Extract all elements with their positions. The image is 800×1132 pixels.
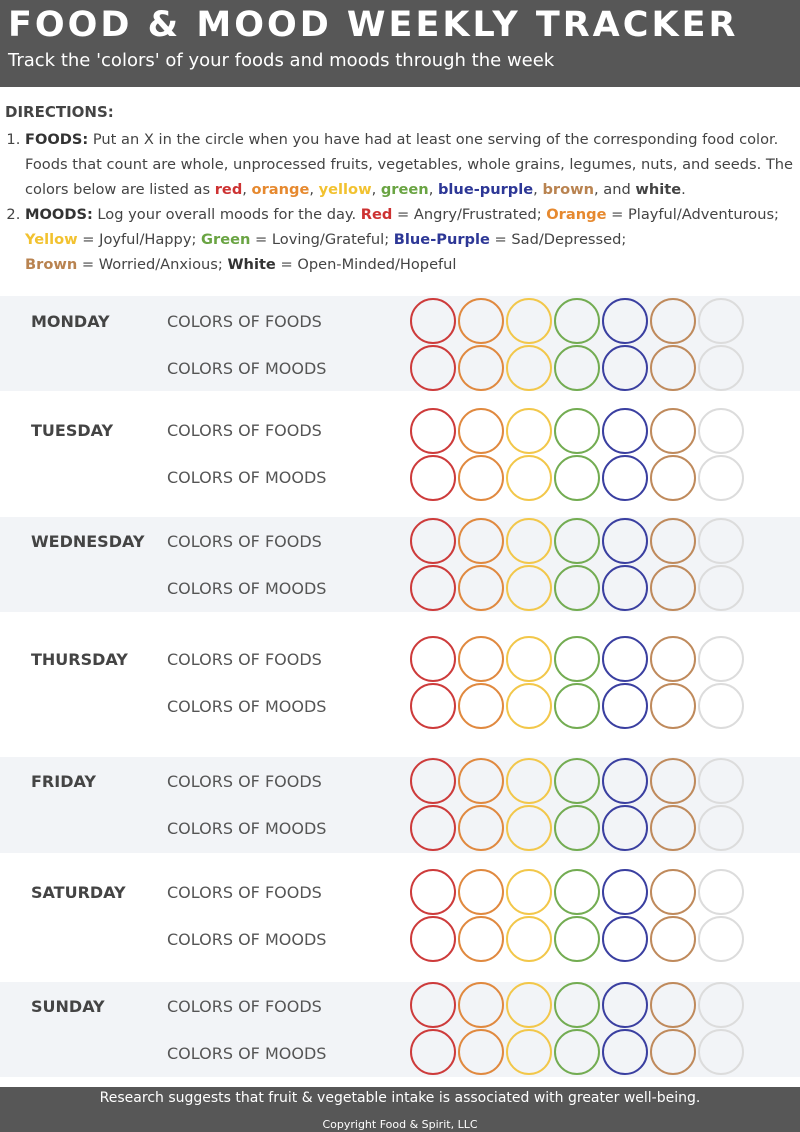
moods-row-label: COLORS OF MOODS: [167, 468, 327, 487]
circle-orange[interactable]: [458, 758, 504, 804]
circle-orange[interactable]: [458, 1029, 504, 1075]
circle-blue-purple[interactable]: [602, 1029, 648, 1075]
color-word-brown: brown: [542, 181, 594, 198]
circle-orange[interactable]: [458, 982, 504, 1028]
circle-yellow[interactable]: [506, 455, 552, 501]
circle-orange[interactable]: [458, 455, 504, 501]
color-word-orange: orange: [251, 181, 310, 198]
foods-and: , and: [594, 181, 636, 198]
food-circles: [410, 408, 750, 454]
circle-brown[interactable]: [650, 805, 696, 851]
circle-blue-purple[interactable]: [602, 982, 648, 1028]
circle-white[interactable]: [698, 345, 744, 391]
circle-red[interactable]: [410, 869, 456, 915]
mood-blue-purple: Blue-Purple: [393, 231, 490, 248]
circle-red[interactable]: [410, 916, 456, 962]
mood-red-text: = Angry/Frustrated;: [392, 206, 547, 223]
circle-orange[interactable]: [458, 869, 504, 915]
circle-red[interactable]: [410, 1029, 456, 1075]
circle-green[interactable]: [554, 805, 600, 851]
circle-brown[interactable]: [650, 408, 696, 454]
mood-circles: [410, 345, 750, 391]
day-label: TUESDAY: [31, 421, 114, 440]
circle-brown[interactable]: [650, 982, 696, 1028]
circle-white[interactable]: [698, 565, 744, 611]
day-section-monday: [0, 296, 800, 391]
directions-heading: DIRECTIONS:: [5, 103, 114, 121]
mood-green-text: = Loving/Grateful;: [250, 231, 394, 248]
food-circles: [410, 869, 750, 915]
circle-yellow[interactable]: [506, 518, 552, 564]
foods-row-label: COLORS OF FOODS: [167, 883, 322, 902]
color-word-white: white: [635, 181, 682, 198]
circle-yellow[interactable]: [506, 345, 552, 391]
circle-green[interactable]: [554, 683, 600, 729]
circle-white[interactable]: [698, 1029, 744, 1075]
circle-yellow[interactable]: [506, 408, 552, 454]
day-label: FRIDAY: [31, 772, 96, 791]
mood-brown: Brown: [25, 256, 78, 273]
circle-red[interactable]: [410, 298, 456, 344]
circle-white[interactable]: [698, 636, 744, 682]
circle-orange[interactable]: [458, 518, 504, 564]
circle-brown[interactable]: [650, 345, 696, 391]
food-circles: [410, 758, 750, 804]
food-circles: [410, 298, 750, 344]
food-circles: [410, 982, 750, 1028]
foods-row-label: COLORS OF FOODS: [167, 312, 322, 331]
circle-white[interactable]: [698, 408, 744, 454]
circle-brown[interactable]: [650, 916, 696, 962]
mood-orange: Orange: [546, 206, 607, 223]
circle-white[interactable]: [698, 916, 744, 962]
circle-white[interactable]: [698, 869, 744, 915]
moods-text: Log your overall moods for the day.: [92, 206, 361, 223]
day-label: MONDAY: [31, 312, 110, 331]
day-section-wednesday: [0, 517, 800, 612]
circle-green[interactable]: [554, 916, 600, 962]
circle-orange[interactable]: [458, 345, 504, 391]
directions-item-moods: [25, 202, 795, 277]
circle-blue-purple[interactable]: [602, 916, 648, 962]
circle-red[interactable]: [410, 345, 456, 391]
circle-white[interactable]: [698, 982, 744, 1028]
circle-brown[interactable]: [650, 455, 696, 501]
mood-circles: [410, 916, 750, 962]
circle-white[interactable]: [698, 518, 744, 564]
circle-red[interactable]: [410, 805, 456, 851]
mood-yellow: Yellow: [25, 231, 78, 248]
circle-blue-purple[interactable]: [602, 565, 648, 611]
circle-red[interactable]: [410, 455, 456, 501]
circle-blue-purple[interactable]: [602, 518, 648, 564]
day-section-tuesday: [0, 406, 800, 501]
circle-white[interactable]: [698, 758, 744, 804]
moods-row-label: COLORS OF MOODS: [167, 1044, 327, 1063]
circle-orange[interactable]: [458, 916, 504, 962]
circle-brown[interactable]: [650, 636, 696, 682]
circle-yellow[interactable]: [506, 298, 552, 344]
moods-row-label: COLORS OF MOODS: [167, 819, 327, 838]
circle-red[interactable]: [410, 565, 456, 611]
mood-green: Green: [201, 231, 251, 248]
circle-red[interactable]: [410, 636, 456, 682]
circle-brown[interactable]: [650, 518, 696, 564]
circle-yellow[interactable]: [506, 636, 552, 682]
circle-green[interactable]: [554, 1029, 600, 1075]
circle-yellow[interactable]: [506, 869, 552, 915]
directions-list: [5, 127, 795, 277]
mood-circles: [410, 455, 750, 501]
mood-circles: [410, 1029, 750, 1075]
circle-orange[interactable]: [458, 565, 504, 611]
footer-note: Research suggests that fruit & vegetable intake is associated with greater well-being.: [99, 1090, 701, 1106]
circle-green[interactable]: [554, 345, 600, 391]
circle-orange[interactable]: [458, 805, 504, 851]
foods-row-label: COLORS OF FOODS: [167, 532, 322, 551]
moods-row-label: COLORS OF MOODS: [167, 359, 327, 378]
footer: [0, 1087, 800, 1132]
foods-row-label: COLORS OF FOODS: [167, 421, 322, 440]
moods-row-label: COLORS OF MOODS: [167, 579, 327, 598]
mood-white: White: [227, 256, 276, 273]
circle-white[interactable]: [698, 683, 744, 729]
circle-blue-purple[interactable]: [602, 683, 648, 729]
foods-row-label: COLORS OF FOODS: [167, 650, 322, 669]
mood-yellow-text: = Joyful/Happy;: [77, 231, 202, 248]
circle-orange[interactable]: [458, 408, 504, 454]
circle-yellow[interactable]: [506, 1029, 552, 1075]
circle-green[interactable]: [554, 518, 600, 564]
circle-red[interactable]: [410, 518, 456, 564]
circle-green[interactable]: [554, 455, 600, 501]
circle-yellow[interactable]: [506, 758, 552, 804]
mood-circles: [410, 805, 750, 851]
mood-blue-text: = Sad/Depressed;: [489, 231, 627, 248]
circle-red[interactable]: [410, 408, 456, 454]
moods-row-label: COLORS OF MOODS: [167, 697, 327, 716]
circle-green[interactable]: [554, 982, 600, 1028]
circle-white[interactable]: [698, 298, 744, 344]
circle-white[interactable]: [698, 455, 744, 501]
day-section-friday: [0, 757, 800, 853]
circle-green[interactable]: [554, 758, 600, 804]
day-label: WEDNESDAY: [31, 532, 145, 551]
page-subtitle: Track the 'colors' of your foods and moods through the week: [8, 50, 555, 71]
directions-item-foods: 1. FOODS: Put an X in the circle when you have had at least one serving of the corresponding food color. Foods that count are whole, unprocessed fruits, vegetables, whole grains, legumes, nuts, and seeds. The colors below are listed as red, orange, yellow, green, blue-purple, brown, and white.: [25, 127, 795, 202]
foods-row-label: COLORS OF FOODS: [167, 997, 322, 1016]
day-label: SATURDAY: [31, 883, 126, 902]
circle-blue-purple[interactable]: [602, 298, 648, 344]
mood-circles: [410, 565, 750, 611]
circle-brown[interactable]: [650, 565, 696, 611]
food-circles: [410, 636, 750, 682]
circle-brown[interactable]: [650, 298, 696, 344]
day-label: SUNDAY: [31, 997, 105, 1016]
circle-yellow[interactable]: [506, 916, 552, 962]
circle-orange[interactable]: [458, 298, 504, 344]
foods-label: FOODS:: [25, 131, 89, 148]
circle-brown[interactable]: [650, 869, 696, 915]
foods-text: Put an X in the circle when you have had at least one serving of the corresponding food color. Foods that count are whole, unprocessed fruits, vegetables, whole grains, legumes, nuts, and seeds. The colors below are listed as: [25, 131, 794, 198]
day-label: THURSDAY: [31, 650, 128, 669]
food-circles: [410, 518, 750, 564]
foods-row-label: COLORS OF FOODS: [167, 772, 322, 791]
mood-brown-text: = Worried/Anxious;: [77, 256, 228, 273]
circle-green[interactable]: [554, 565, 600, 611]
circle-blue-purple[interactable]: [602, 805, 648, 851]
circle-red[interactable]: [410, 758, 456, 804]
moods-row-label: COLORS OF MOODS: [167, 930, 327, 949]
color-word-green: green: [380, 181, 429, 198]
mood-orange-text: = Playful/Adventurous;: [606, 206, 779, 223]
circle-brown[interactable]: [650, 758, 696, 804]
color-word-red: red: [214, 181, 243, 198]
page-title: FOOD & MOOD WEEKLY TRACKER: [8, 5, 739, 45]
circle-red[interactable]: [410, 982, 456, 1028]
circle-green[interactable]: [554, 298, 600, 344]
day-section-sunday: [0, 982, 800, 1077]
foods-end: .: [681, 181, 686, 198]
copyright: Copyright Food & Spirit, LLC: [322, 1118, 478, 1131]
circle-orange[interactable]: [458, 683, 504, 729]
circle-brown[interactable]: [650, 683, 696, 729]
day-section-thursday: [0, 636, 800, 731]
mood-white-text: = Open-Minded/Hopeful: [275, 256, 457, 273]
circle-orange[interactable]: [458, 636, 504, 682]
color-word-yellow: yellow: [318, 181, 372, 198]
circle-blue-purple[interactable]: [602, 636, 648, 682]
day-section-saturday: [0, 868, 800, 963]
circle-yellow[interactable]: [506, 982, 552, 1028]
circle-yellow[interactable]: [506, 565, 552, 611]
header: [0, 0, 800, 87]
circle-blue-purple[interactable]: [602, 408, 648, 454]
circle-white[interactable]: [698, 805, 744, 851]
directions: [5, 103, 795, 277]
circle-blue-purple[interactable]: [602, 758, 648, 804]
circle-blue-purple[interactable]: [602, 869, 648, 915]
circle-green[interactable]: [554, 636, 600, 682]
mood-red: Red: [360, 206, 393, 223]
circle-yellow[interactable]: [506, 805, 552, 851]
circle-green[interactable]: [554, 408, 600, 454]
mood-circles: [410, 683, 750, 729]
color-word-blue-purple: blue-purple: [437, 181, 534, 198]
circle-green[interactable]: [554, 869, 600, 915]
circle-blue-purple[interactable]: [602, 345, 648, 391]
moods-label: MOODS:: [25, 206, 93, 223]
circle-yellow[interactable]: [506, 683, 552, 729]
circle-brown[interactable]: [650, 1029, 696, 1075]
circle-red[interactable]: [410, 683, 456, 729]
circle-blue-purple[interactable]: [602, 455, 648, 501]
